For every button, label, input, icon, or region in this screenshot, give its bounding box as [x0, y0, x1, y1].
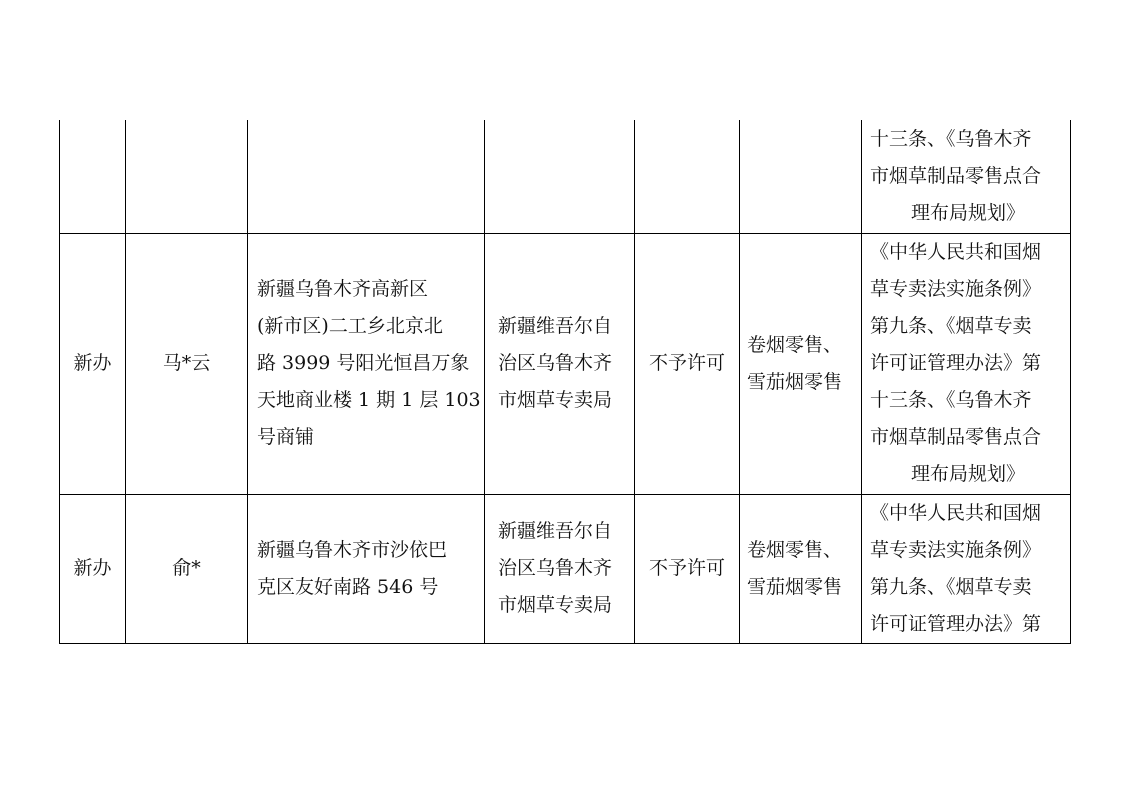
authority-line: 市烟草专卖局 — [498, 389, 613, 411]
address-line: 克区友好南路 546 号 — [257, 575, 439, 598]
legal-basis-line: 许可证管理办法》第 — [870, 352, 1042, 374]
authority-line: 新疆维吾尔自 — [498, 520, 613, 542]
scope-line: 卷烟零售、 — [747, 538, 843, 561]
legal-basis-line: 十三条、《乌鲁木齐 — [870, 389, 1032, 411]
decision-result-cell — [635, 120, 740, 233]
address-line: 新疆乌鲁木齐市沙依巴 — [257, 538, 448, 561]
business-scope-cell — [740, 494, 862, 643]
address-line: 天地商业楼 1 期 1 层 103 — [257, 389, 481, 411]
legal-basis-line: 草专卖法实施条例》 — [870, 278, 1042, 300]
legal-basis-line: 市烟草制品零售点合 — [870, 426, 1042, 448]
business-scope-cell — [740, 233, 862, 494]
legal-basis-line: 《中华人民共和国烟 — [870, 241, 1042, 263]
business-address-cell — [248, 233, 485, 494]
license-decision-table — [59, 120, 1071, 644]
applicant-name-cell: 马*云 — [126, 233, 248, 494]
table-row — [60, 120, 1071, 233]
legal-basis-line: 许可证管理办法》第 — [870, 612, 1042, 635]
legal-basis-cell — [862, 233, 1071, 494]
authority-line: 治区乌鲁木齐 — [498, 352, 613, 374]
issuing-authority-cell — [485, 494, 635, 643]
table-row — [60, 233, 1071, 494]
decision-result-cell: 不予许可 — [635, 494, 740, 643]
issuing-authority-cell — [485, 233, 635, 494]
address-line: 路 3999 号阳光恒昌万象 — [257, 352, 470, 374]
legal-basis-line: 《中华人民共和国烟 — [870, 501, 1042, 524]
authority-line: 市烟草专卖局 — [498, 594, 613, 616]
legal-basis-cell — [862, 120, 1071, 233]
decision-result-cell: 不予许可 — [635, 233, 740, 494]
legal-basis-line: 第九条、《烟草专卖 — [870, 315, 1032, 337]
applicant-name-cell — [126, 120, 248, 233]
application-type-cell: 新办 — [60, 233, 126, 494]
legal-basis-line: 草专卖法实施条例》 — [870, 538, 1042, 561]
legal-basis-line: 理布局规划》 — [910, 463, 1025, 485]
address-line: 号商铺 — [257, 426, 315, 448]
legal-basis-line: 第九条、《烟草专卖 — [870, 575, 1032, 598]
scope-line: 雪茄烟零售 — [747, 575, 843, 598]
applicant-name-cell: 俞* — [126, 494, 248, 643]
business-scope-cell — [740, 120, 862, 233]
legal-basis-line: 十三条、《乌鲁木齐 — [870, 127, 1032, 150]
legal-basis-cell — [862, 494, 1071, 643]
business-address-cell — [248, 494, 485, 643]
address-line: 新疆乌鲁木齐高新区 — [257, 278, 429, 300]
authority-line: 治区乌鲁木齐 — [498, 557, 613, 579]
business-address-cell — [248, 120, 485, 233]
application-type-cell: 新办 — [60, 494, 126, 643]
scope-line: 卷烟零售、 — [747, 333, 843, 356]
issuing-authority-cell — [485, 120, 635, 233]
legal-basis-line: 市烟草制品零售点合 — [870, 164, 1042, 187]
legal-basis-line: 理布局规划》 — [910, 201, 1025, 224]
scope-line: 雪茄烟零售 — [747, 370, 843, 393]
address-line: (新市区)二工乡北京北 — [257, 315, 443, 337]
application-type-cell — [60, 120, 126, 233]
table-row — [60, 494, 1071, 643]
authority-line: 新疆维吾尔自 — [498, 315, 613, 337]
